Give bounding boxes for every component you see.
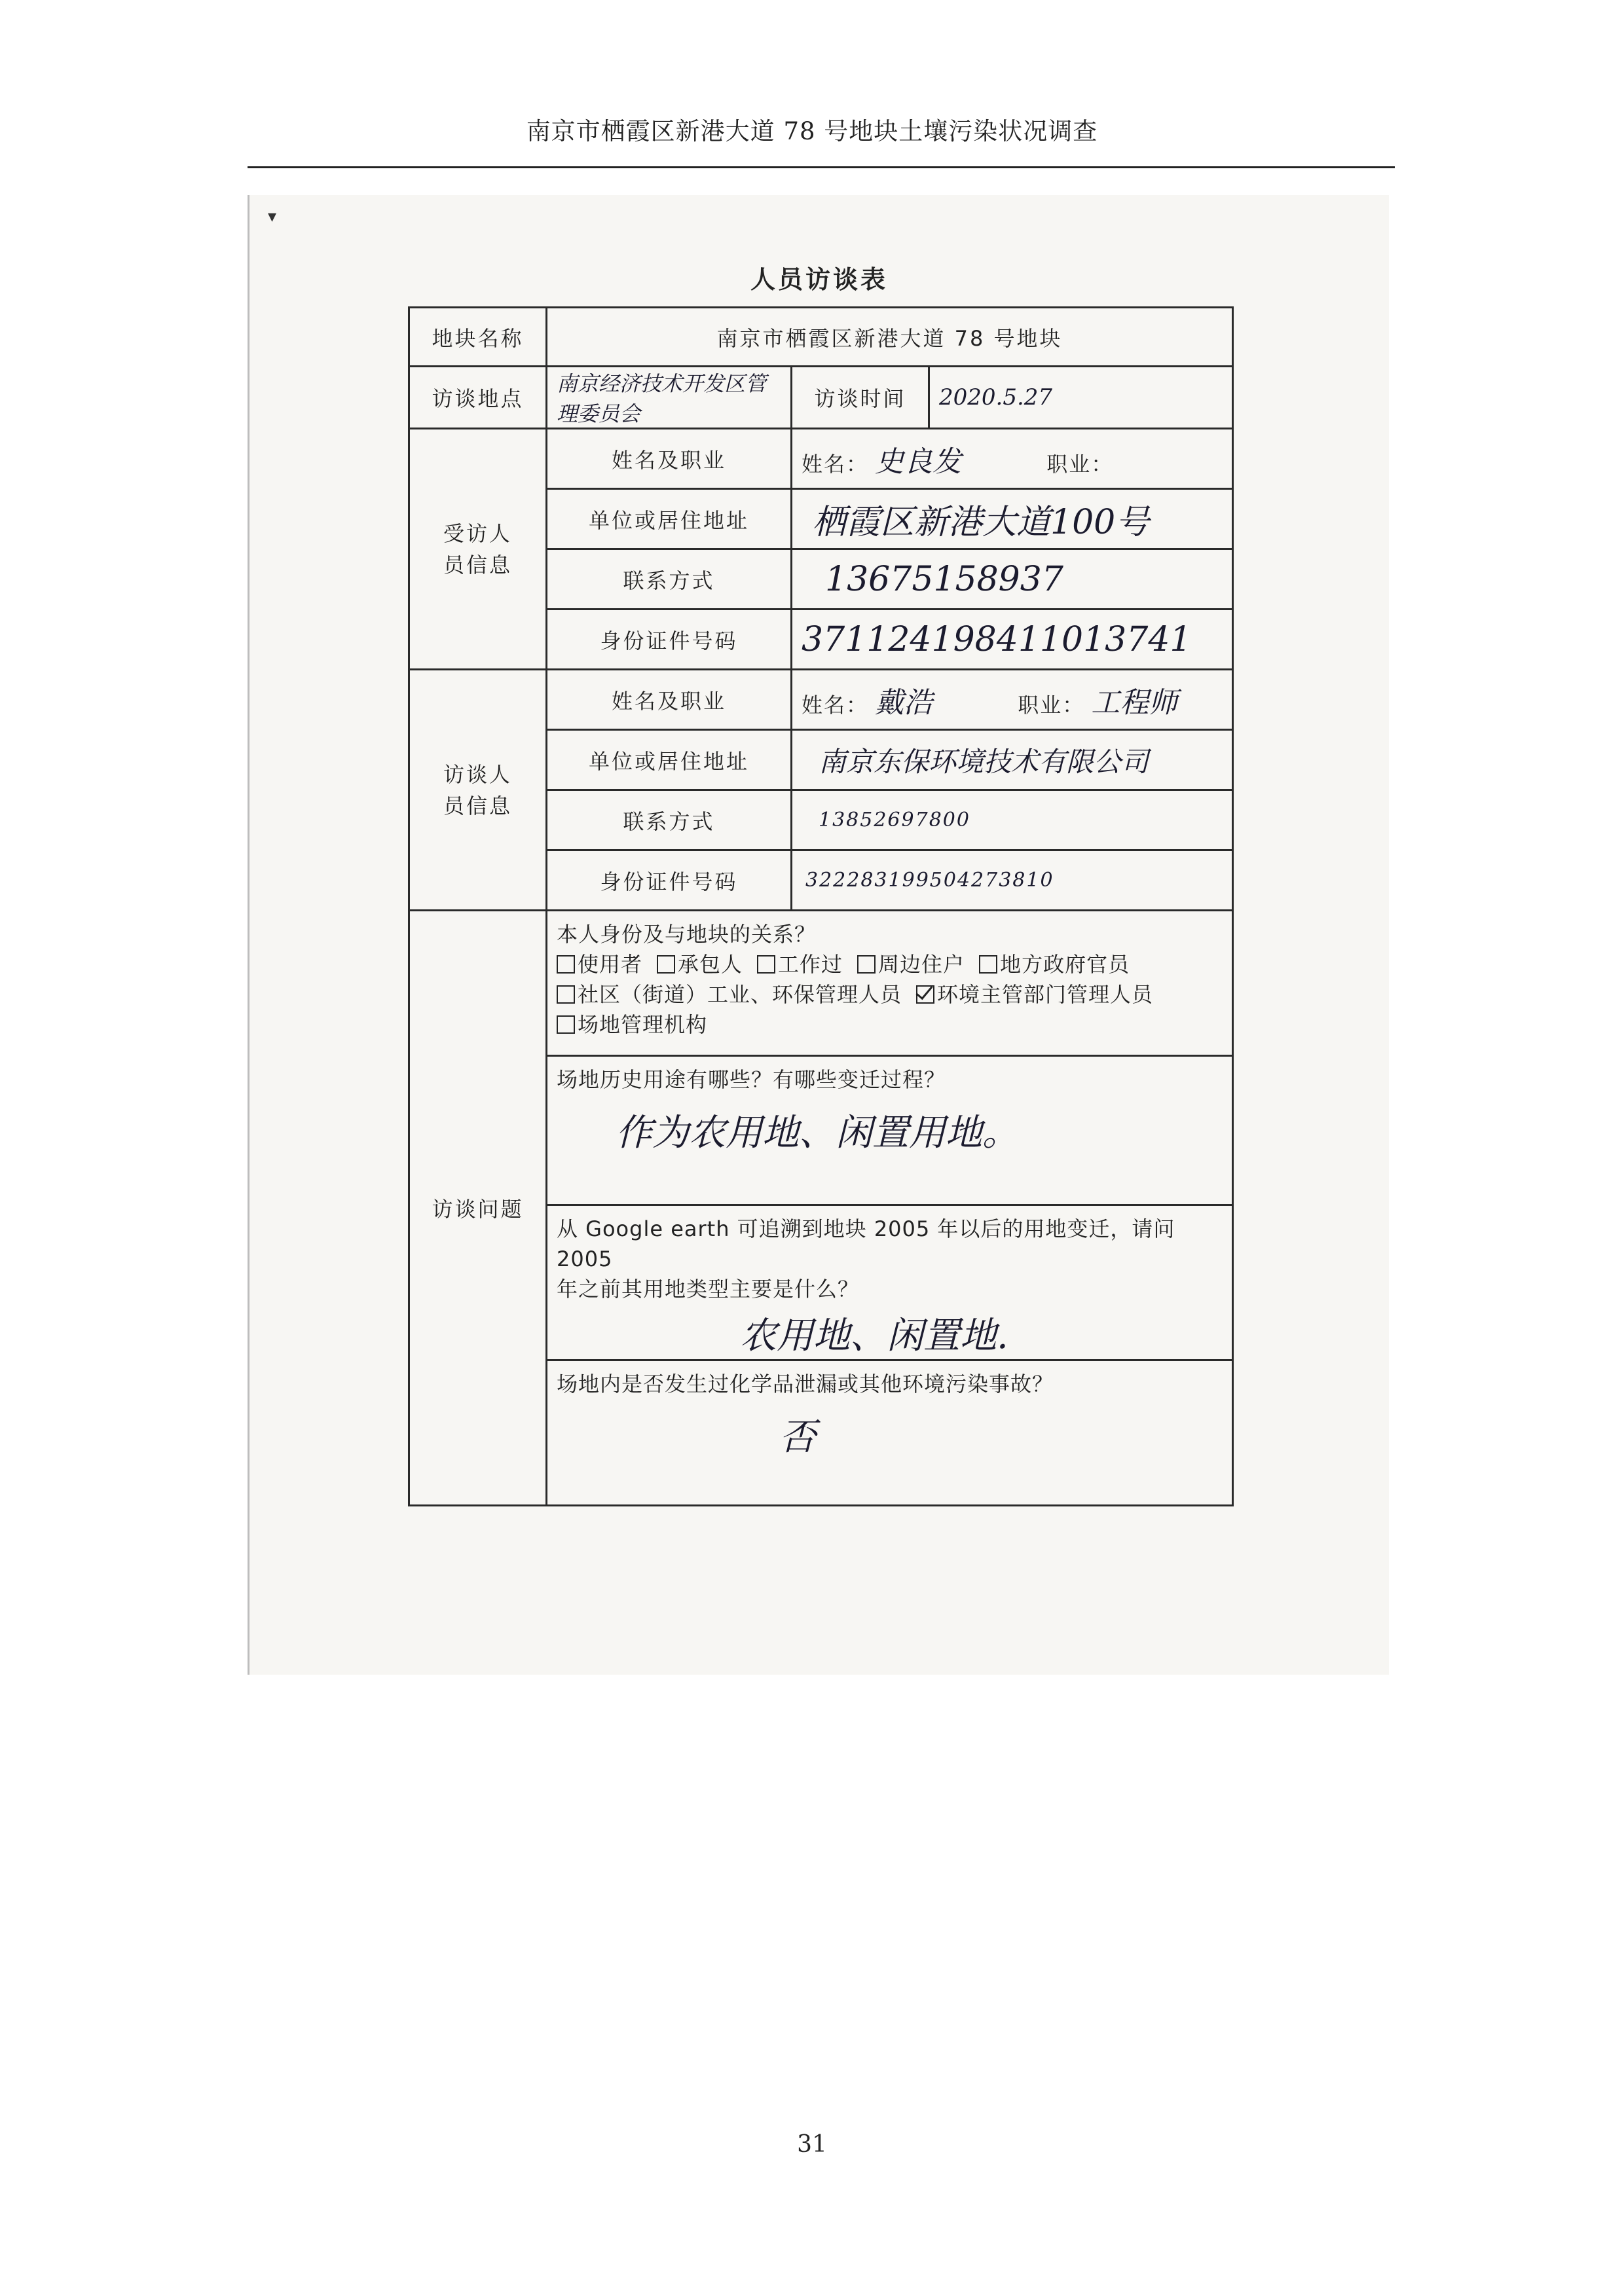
interviewee-section-label <box>409 429 547 670</box>
interviewer-job-prefix: 职业： <box>1018 692 1085 718</box>
interview-time-value: 2020.5.27 <box>929 367 1233 429</box>
question-3-text-line-2: 年之前其用地类型主要是什么？ <box>557 1277 860 1302</box>
interviewer-name-value: 戴浩 <box>875 685 933 720</box>
page-number: 31 <box>797 2131 827 2158</box>
interviewee-id-value: 371124198411013741 <box>792 610 1233 670</box>
option-worked-label: 工作过 <box>778 952 843 977</box>
form-title: 人员访谈表 <box>750 264 888 294</box>
option-official-checkbox[interactable] <box>979 955 997 974</box>
interviewee-name-value: 史良发 <box>875 445 962 479</box>
interviewee-id-label: 身份证件号码 <box>547 610 792 670</box>
interview-location-label: 访谈地点 <box>409 367 547 429</box>
option-contractor-checkbox[interactable] <box>657 955 675 974</box>
interviewer-section-label <box>409 670 547 911</box>
plot-name-label: 地块名称 <box>409 308 547 367</box>
questions-label: 访谈问题 <box>409 911 547 1506</box>
interviewee-section-text: 受访人员信息 <box>443 520 512 577</box>
option-community-staff-label: 社区（街道）工业、环保管理人员 <box>578 982 902 1007</box>
option-user-label: 使用者 <box>578 952 643 977</box>
interviewer-contact-value: 13852697800 <box>792 790 1233 850</box>
question-3-text-line-1: 从 Google earth 可追溯到地块 2005 年以后的用地变迁，请问 2005 <box>557 1216 1175 1271</box>
option-contractor-label: 承包人 <box>678 952 743 977</box>
option-site-management-checkbox[interactable] <box>557 1015 575 1034</box>
interview-location-value: 南京经济技术开发区管理委员会 <box>547 367 792 429</box>
page-header: 南京市栖霞区新港大道 78 号地块土壤污染状况调查 <box>526 117 1098 145</box>
interviewer-name-job-cell <box>792 670 1233 730</box>
question-2-cell <box>547 1056 1233 1205</box>
row-interviewee-name <box>409 429 1233 489</box>
question-4-answer: 否 <box>779 1416 816 1459</box>
option-user-checkbox[interactable] <box>557 955 575 974</box>
question-1-options-line-1 <box>557 949 1223 979</box>
option-worked-checkbox[interactable] <box>757 955 775 974</box>
interviewee-address-label: 单位或居住地址 <box>547 489 792 549</box>
question-1-cell <box>547 911 1233 1056</box>
option-community-staff-checkbox[interactable] <box>557 985 575 1004</box>
question-3-answer: 农用地、闲置地. <box>740 1315 1008 1357</box>
row-interview-location <box>409 367 1233 429</box>
scanned-form-image <box>248 195 1389 1675</box>
option-site-management-label: 场地管理机构 <box>578 1012 708 1037</box>
option-env-dept-staff-checkbox[interactable] <box>916 985 934 1004</box>
interviewer-id-value: 322283199504273810 <box>792 850 1233 911</box>
question-1-options-line-3 <box>557 1010 1223 1040</box>
option-resident[interactable] <box>857 949 965 979</box>
option-worked[interactable] <box>757 949 843 979</box>
row-interviewer-name <box>409 670 1233 730</box>
header-rule <box>248 166 1395 168</box>
option-official[interactable] <box>979 949 1130 979</box>
question-4-text: 场地内是否发生过化学品泄漏或其他环境污染事故？ <box>557 1372 1054 1396</box>
question-1-options-line-2 <box>557 979 1223 1010</box>
interviewee-address-value: 栖霞区新港大道100号 <box>792 489 1233 549</box>
option-resident-checkbox[interactable] <box>857 955 876 974</box>
option-resident-label: 周边住户 <box>878 952 965 977</box>
interviewer-name-job-label: 姓名及职业 <box>547 670 792 730</box>
question-2-text: 场地历史用途有哪些？有哪些变迁过程？ <box>557 1067 946 1092</box>
question-2-answer: 作为农用地、闲置用地。 <box>616 1112 1019 1154</box>
row-question-1 <box>409 911 1233 1056</box>
interviewer-contact-label: 联系方式 <box>547 790 792 850</box>
question-3-cell <box>547 1205 1233 1360</box>
interviewee-contact-label: 联系方式 <box>547 549 792 610</box>
scan-speck: ▾ <box>268 207 277 227</box>
option-contractor[interactable] <box>657 949 743 979</box>
question-4-cell <box>547 1360 1233 1506</box>
interviewer-name-prefix: 姓名： <box>802 692 869 718</box>
option-community-staff[interactable] <box>557 979 902 1010</box>
row-plot-name <box>409 308 1233 367</box>
interviewer-address-value: 南京东保环境技术有限公司 <box>792 730 1233 790</box>
question-1-text: 本人身份及与地块的关系？ <box>557 922 817 947</box>
interviewer-id-label: 身份证件号码 <box>547 850 792 911</box>
plot-name-value: 南京市栖霞区新港大道 78 号地块 <box>547 308 1233 367</box>
interview-form-table <box>408 306 1234 1506</box>
interviewer-job-value: 工程师 <box>1091 685 1178 720</box>
interviewee-name-prefix: 姓名： <box>802 451 869 477</box>
interviewer-address-label: 单位或居住地址 <box>547 730 792 790</box>
interview-time-label: 访谈时间 <box>792 367 929 429</box>
interviewer-section-text: 访谈人员信息 <box>443 761 512 818</box>
option-official-label: 地方政府官员 <box>1000 952 1130 977</box>
interviewee-job-prefix: 职业： <box>1046 451 1114 477</box>
interviewee-contact-value: 13675158937 <box>792 549 1233 610</box>
option-user[interactable] <box>557 949 642 979</box>
interviewee-name-job-label: 姓名及职业 <box>547 429 792 489</box>
option-env-dept-staff[interactable] <box>916 979 1153 1010</box>
option-site-management[interactable] <box>557 1010 707 1040</box>
option-env-dept-staff-label: 环境主管部门管理人员 <box>937 982 1154 1007</box>
interviewee-name-job-cell <box>792 429 1233 489</box>
